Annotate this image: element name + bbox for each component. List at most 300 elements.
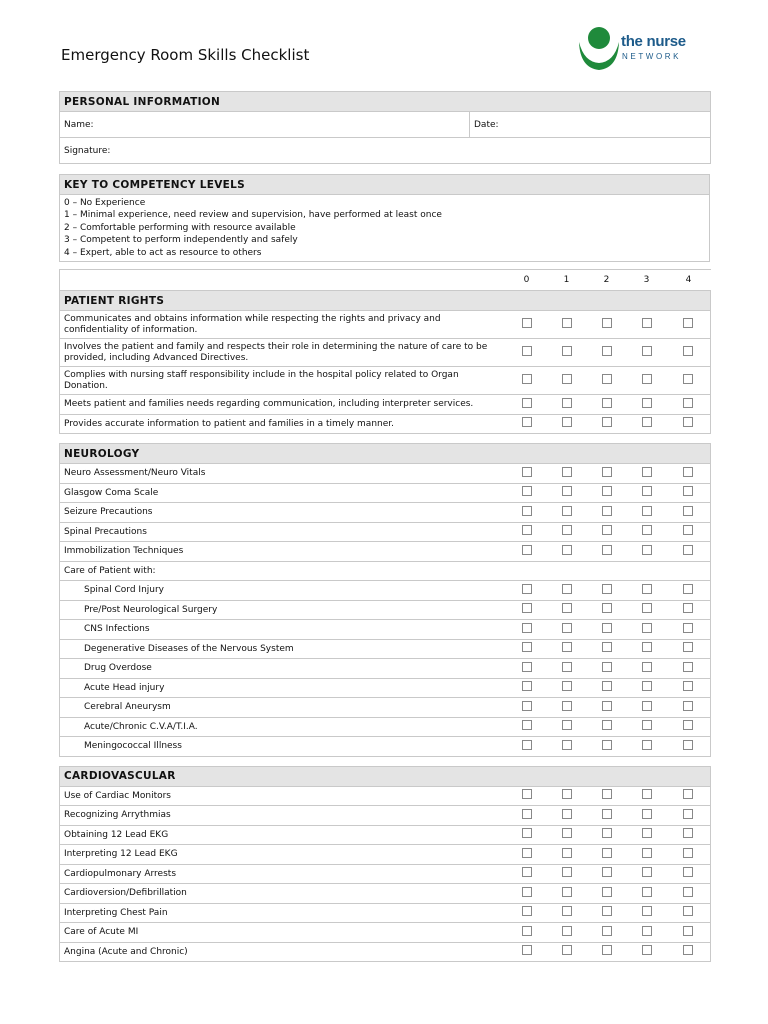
level-cell	[667, 367, 711, 395]
level-4-checkbox[interactable]	[683, 603, 693, 613]
level-0-checkbox[interactable]	[522, 848, 532, 858]
level-cell	[507, 717, 547, 737]
level-2-checkbox[interactable]	[602, 848, 612, 858]
level-0-checkbox[interactable]	[522, 525, 532, 535]
name-label: Name:	[64, 119, 94, 130]
level-3-checkbox[interactable]	[642, 701, 652, 711]
level-4-checkbox[interactable]	[683, 398, 693, 408]
level-cell	[667, 659, 711, 679]
level-3-checkbox[interactable]	[642, 720, 652, 730]
level-cell	[667, 600, 711, 620]
level-3-checkbox[interactable]	[642, 346, 652, 356]
level-cell	[627, 395, 667, 415]
level-cell	[547, 698, 587, 718]
level-1-checkbox[interactable]	[562, 887, 572, 897]
level-cell	[507, 339, 547, 367]
level-cell	[627, 923, 667, 943]
level-cell	[507, 367, 547, 395]
level-cell	[587, 942, 627, 962]
level-cell	[667, 678, 711, 698]
level-cell	[547, 339, 587, 367]
level-2-checkbox[interactable]	[602, 945, 612, 955]
checklist-row	[60, 639, 711, 659]
level-3-checkbox[interactable]	[642, 545, 652, 555]
level-2-checkbox[interactable]	[602, 417, 612, 427]
level-1-checkbox[interactable]	[562, 720, 572, 730]
level-cell	[667, 542, 711, 562]
level-2-checkbox[interactable]	[602, 809, 612, 819]
checklist-row	[60, 395, 711, 415]
level-1-checkbox[interactable]	[562, 545, 572, 555]
level-cell	[507, 923, 547, 943]
level-0-checkbox[interactable]	[522, 398, 532, 408]
level-cell	[507, 620, 547, 640]
level-0-checkbox[interactable]	[522, 828, 532, 838]
level-0-checkbox[interactable]	[522, 346, 532, 356]
level-2-checkbox[interactable]	[602, 398, 612, 408]
level-0-checkbox[interactable]	[522, 945, 532, 955]
skill-label: Interpreting Chest Pain	[60, 903, 507, 923]
level-cell	[507, 884, 547, 904]
logo-text-primary: the nurse	[621, 33, 686, 50]
level-3-checkbox[interactable]	[642, 642, 652, 652]
level-cell	[547, 464, 587, 484]
level-3-checkbox[interactable]	[642, 681, 652, 691]
level-cell	[507, 542, 547, 562]
level-cell	[547, 678, 587, 698]
level-0-checkbox[interactable]	[522, 545, 532, 555]
level-3-checkbox[interactable]	[642, 525, 652, 535]
level-4-checkbox[interactable]	[683, 740, 693, 750]
level-4-checkbox[interactable]	[683, 945, 693, 955]
level-cell	[507, 698, 547, 718]
level-3-checkbox[interactable]	[642, 945, 652, 955]
level-cell	[627, 806, 667, 826]
level-cell	[627, 884, 667, 904]
level-cell	[507, 737, 547, 757]
level-cell	[507, 522, 547, 542]
level-cell	[587, 503, 627, 523]
level-cell	[667, 698, 711, 718]
checklist-row	[60, 903, 711, 923]
level-1-checkbox[interactable]	[562, 318, 572, 328]
level-cell	[507, 395, 547, 415]
level-2-checkbox[interactable]	[602, 623, 612, 633]
level-cell	[587, 339, 627, 367]
level-cell	[587, 698, 627, 718]
level-4-checkbox[interactable]	[683, 417, 693, 427]
level-cell	[627, 903, 667, 923]
level-cell	[627, 542, 667, 562]
level-4-checkbox[interactable]	[683, 486, 693, 496]
level-cell	[587, 600, 627, 620]
level-2-checkbox[interactable]	[602, 926, 612, 936]
level-2-checkbox[interactable]	[602, 642, 612, 652]
level-4-checkbox[interactable]	[683, 318, 693, 328]
date-field[interactable]	[470, 112, 711, 138]
level-cell	[587, 678, 627, 698]
level-cell	[547, 806, 587, 826]
level-cell	[667, 942, 711, 962]
level-2-checkbox[interactable]	[602, 681, 612, 691]
level-3-checkbox[interactable]	[642, 584, 652, 594]
level-0-checkbox[interactable]	[522, 740, 532, 750]
level-cell	[547, 659, 587, 679]
level-cell	[547, 717, 587, 737]
level-cell	[667, 825, 711, 845]
level-cell	[627, 698, 667, 718]
level-cell	[667, 483, 711, 503]
skill-label: Interpreting 12 Lead EKG	[60, 845, 507, 865]
section-spacer	[60, 434, 711, 444]
skill-label: Cerebral Aneurysm	[60, 698, 507, 718]
level-3-checkbox[interactable]	[642, 848, 652, 858]
level-cell	[587, 522, 627, 542]
level-3-checkbox[interactable]	[642, 809, 652, 819]
skill-label: Spinal Precautions	[60, 522, 507, 542]
level-cell	[547, 864, 587, 884]
level-cell	[627, 483, 667, 503]
level-1-checkbox[interactable]	[562, 584, 572, 594]
level-3-checkbox[interactable]	[642, 623, 652, 633]
level-3-checkbox[interactable]	[642, 467, 652, 477]
level-3-checkbox[interactable]	[642, 867, 652, 877]
level-cell	[627, 464, 667, 484]
level-0-checkbox[interactable]	[522, 662, 532, 672]
level-0-checkbox[interactable]	[522, 374, 532, 384]
level-cell	[667, 339, 711, 367]
level-4-checkbox[interactable]	[683, 906, 693, 916]
level-0-checkbox[interactable]	[522, 417, 532, 427]
level-2-checkbox[interactable]	[602, 506, 612, 516]
level-cell	[507, 581, 547, 601]
checklist-row	[60, 737, 711, 757]
checklist-row	[60, 311, 711, 339]
level-1-checkbox[interactable]	[562, 662, 572, 672]
level-4-checkbox[interactable]	[683, 867, 693, 877]
level-cell	[507, 600, 547, 620]
level-0-checkbox[interactable]	[522, 318, 532, 328]
level-cell	[627, 678, 667, 698]
level-0-checkbox[interactable]	[522, 603, 532, 613]
level-1-checkbox[interactable]	[562, 506, 572, 516]
level-cell	[507, 483, 547, 503]
level-2-checkbox[interactable]	[602, 467, 612, 477]
level-4-checkbox[interactable]	[683, 525, 693, 535]
level-2-checkbox[interactable]	[602, 584, 612, 594]
level-1-checkbox[interactable]	[562, 398, 572, 408]
level-cell	[507, 942, 547, 962]
level-1-checkbox[interactable]	[562, 867, 572, 877]
signature-field[interactable]	[60, 138, 711, 164]
level-3-checkbox[interactable]	[642, 417, 652, 427]
level-header-1: 1	[547, 270, 587, 291]
level-3-checkbox[interactable]	[642, 506, 652, 516]
level-cell	[627, 414, 667, 434]
level-cell	[667, 414, 711, 434]
level-1-checkbox[interactable]	[562, 926, 572, 936]
level-2-checkbox[interactable]	[602, 720, 612, 730]
level-cell	[587, 903, 627, 923]
level-cell	[587, 367, 627, 395]
level-0-checkbox[interactable]	[522, 467, 532, 477]
level-1-checkbox[interactable]	[562, 486, 572, 496]
level-2-checkbox[interactable]	[602, 887, 612, 897]
level-3-checkbox[interactable]	[642, 906, 652, 916]
level-2-checkbox[interactable]	[602, 701, 612, 711]
level-1-checkbox[interactable]	[562, 681, 572, 691]
level-cell	[587, 717, 627, 737]
level-cell	[627, 311, 667, 339]
checklist-row	[60, 659, 711, 679]
level-3-checkbox[interactable]	[642, 926, 652, 936]
level-cell	[587, 864, 627, 884]
level-1-checkbox[interactable]	[562, 642, 572, 652]
level-2-checkbox[interactable]	[602, 603, 612, 613]
level-cell	[507, 786, 547, 806]
skill-label: Immobilization Techniques	[60, 542, 507, 562]
skill-label: Recognizing Arrythmias	[60, 806, 507, 826]
checklist-row	[60, 786, 711, 806]
level-cell	[587, 414, 627, 434]
level-2-checkbox[interactable]	[602, 318, 612, 328]
level-cell	[627, 620, 667, 640]
key-line: 1 – Minimal experience, need review and supervision, have performed at least once	[64, 210, 442, 221]
level-4-checkbox[interactable]	[683, 623, 693, 633]
level-cell	[507, 561, 547, 581]
level-cell	[667, 311, 711, 339]
level-cell	[667, 561, 711, 581]
level-0-checkbox[interactable]	[522, 720, 532, 730]
level-cell	[627, 786, 667, 806]
level-0-checkbox[interactable]	[522, 486, 532, 496]
level-3-checkbox[interactable]	[642, 318, 652, 328]
level-1-checkbox[interactable]	[562, 417, 572, 427]
level-cell	[507, 825, 547, 845]
spacer-cell	[60, 756, 711, 766]
level-4-checkbox[interactable]	[683, 346, 693, 356]
level-cell	[547, 581, 587, 601]
level-0-checkbox[interactable]	[522, 623, 532, 633]
level-4-checkbox[interactable]	[683, 545, 693, 555]
level-cell	[627, 942, 667, 962]
level-2-checkbox[interactable]	[602, 346, 612, 356]
level-header-row	[60, 270, 711, 291]
level-2-checkbox[interactable]	[602, 525, 612, 535]
level-cell	[587, 561, 627, 581]
skill-label: Spinal Cord Injury	[60, 581, 507, 601]
level-cell	[627, 845, 667, 865]
level-cell	[507, 903, 547, 923]
level-1-checkbox[interactable]	[562, 623, 572, 633]
company-logo	[576, 24, 686, 74]
level-cell	[507, 311, 547, 339]
checklist-row	[60, 923, 711, 943]
level-1-checkbox[interactable]	[562, 346, 572, 356]
level-4-checkbox[interactable]	[683, 720, 693, 730]
level-1-checkbox[interactable]	[562, 848, 572, 858]
level-2-checkbox[interactable]	[602, 662, 612, 672]
level-0-checkbox[interactable]	[522, 642, 532, 652]
checklist-row	[60, 561, 711, 581]
level-4-checkbox[interactable]	[683, 681, 693, 691]
level-header-3: 3	[627, 270, 667, 291]
skill-label: Degenerative Diseases of the Nervous System	[60, 639, 507, 659]
level-1-checkbox[interactable]	[562, 906, 572, 916]
level-1-checkbox[interactable]	[562, 789, 572, 799]
level-0-checkbox[interactable]	[522, 701, 532, 711]
level-4-checkbox[interactable]	[683, 887, 693, 897]
level-0-checkbox[interactable]	[522, 584, 532, 594]
level-cell	[507, 639, 547, 659]
level-4-checkbox[interactable]	[683, 467, 693, 477]
level-cell	[587, 311, 627, 339]
level-cell	[627, 717, 667, 737]
level-4-checkbox[interactable]	[683, 642, 693, 652]
level-2-checkbox[interactable]	[602, 867, 612, 877]
level-1-checkbox[interactable]	[562, 374, 572, 384]
skill-label: Acute/Chronic C.V.A/T.I.A.	[60, 717, 507, 737]
level-header-2: 2	[587, 270, 627, 291]
level-0-checkbox[interactable]	[522, 867, 532, 877]
skill-label: Use of Cardiac Monitors	[60, 786, 507, 806]
skill-label: Cardiopulmonary Arrests	[60, 864, 507, 884]
level-1-checkbox[interactable]	[562, 701, 572, 711]
level-2-checkbox[interactable]	[602, 828, 612, 838]
level-cell	[667, 786, 711, 806]
skill-label: Involves the patient and family and respects their role in determining the nature of care to be provided, including Advanced Directives.	[60, 339, 507, 367]
level-cell	[627, 561, 667, 581]
level-2-checkbox[interactable]	[602, 740, 612, 750]
checklist-row	[60, 717, 711, 737]
level-2-checkbox[interactable]	[602, 906, 612, 916]
skills-checklist-table	[59, 269, 711, 962]
level-3-checkbox[interactable]	[642, 789, 652, 799]
level-1-checkbox[interactable]	[562, 945, 572, 955]
level-2-checkbox[interactable]	[602, 486, 612, 496]
checklist-row	[60, 806, 711, 826]
level-cell	[547, 903, 587, 923]
level-cell	[627, 367, 667, 395]
level-cell	[627, 600, 667, 620]
level-cell	[627, 339, 667, 367]
level-cell	[667, 620, 711, 640]
level-4-checkbox[interactable]	[683, 506, 693, 516]
level-1-checkbox[interactable]	[562, 525, 572, 535]
level-4-checkbox[interactable]	[683, 828, 693, 838]
level-cell	[547, 845, 587, 865]
level-cell	[627, 659, 667, 679]
section-heading-row	[60, 444, 711, 464]
level-cell	[507, 503, 547, 523]
level-cell	[667, 581, 711, 601]
level-3-checkbox[interactable]	[642, 887, 652, 897]
level-cell	[627, 825, 667, 845]
level-0-checkbox[interactable]	[522, 906, 532, 916]
level-0-checkbox[interactable]	[522, 789, 532, 799]
level-4-checkbox[interactable]	[683, 789, 693, 799]
level-cell	[667, 884, 711, 904]
skill-label: Drug Overdose	[60, 659, 507, 679]
level-header-0: 0	[507, 270, 547, 291]
checklist-row	[60, 414, 711, 434]
checklist-row	[60, 522, 711, 542]
checklist-row	[60, 698, 711, 718]
level-header-4: 4	[667, 270, 711, 291]
level-cell	[547, 786, 587, 806]
level-0-checkbox[interactable]	[522, 809, 532, 819]
checklist-row	[60, 620, 711, 640]
level-4-checkbox[interactable]	[683, 848, 693, 858]
level-cell	[547, 923, 587, 943]
level-0-checkbox[interactable]	[522, 926, 532, 936]
level-4-checkbox[interactable]	[683, 374, 693, 384]
level-cell	[667, 522, 711, 542]
level-cell	[667, 639, 711, 659]
level-cell	[547, 825, 587, 845]
level-0-checkbox[interactable]	[522, 681, 532, 691]
level-4-checkbox[interactable]	[683, 809, 693, 819]
logo-text-secondary: NETWORK	[622, 52, 682, 61]
level-3-checkbox[interactable]	[642, 603, 652, 613]
level-3-checkbox[interactable]	[642, 662, 652, 672]
competency-key-list	[60, 195, 710, 262]
level-4-checkbox[interactable]	[683, 926, 693, 936]
checklist-row	[60, 825, 711, 845]
checklist-row	[60, 367, 711, 395]
checklist-row	[60, 483, 711, 503]
level-1-checkbox[interactable]	[562, 603, 572, 613]
level-cell	[667, 923, 711, 943]
checklist-row	[60, 864, 711, 884]
section-heading: NEUROLOGY	[60, 444, 711, 464]
level-cell	[587, 581, 627, 601]
level-cell	[547, 367, 587, 395]
name-field[interactable]	[60, 112, 470, 138]
level-3-checkbox[interactable]	[642, 398, 652, 408]
level-1-checkbox[interactable]	[562, 740, 572, 750]
level-2-checkbox[interactable]	[602, 789, 612, 799]
level-cell	[667, 864, 711, 884]
level-3-checkbox[interactable]	[642, 374, 652, 384]
date-label: Date:	[474, 119, 499, 130]
level-4-checkbox[interactable]	[683, 701, 693, 711]
level-cell	[507, 806, 547, 826]
level-2-checkbox[interactable]	[602, 374, 612, 384]
level-cell	[507, 845, 547, 865]
skill-label: Angina (Acute and Chronic)	[60, 942, 507, 962]
level-cell	[547, 542, 587, 562]
level-1-checkbox[interactable]	[562, 828, 572, 838]
level-cell	[547, 620, 587, 640]
level-cell	[547, 522, 587, 542]
level-0-checkbox[interactable]	[522, 506, 532, 516]
level-4-checkbox[interactable]	[683, 662, 693, 672]
level-1-checkbox[interactable]	[562, 467, 572, 477]
level-cell	[587, 395, 627, 415]
level-4-checkbox[interactable]	[683, 584, 693, 594]
level-cell	[587, 806, 627, 826]
level-1-checkbox[interactable]	[562, 809, 572, 819]
level-3-checkbox[interactable]	[642, 828, 652, 838]
skill-label: Communicates and obtains information while respecting the rights and privacy and confidentiality of information.	[60, 311, 507, 339]
level-2-checkbox[interactable]	[602, 545, 612, 555]
skill-label: Seizure Precautions	[60, 503, 507, 523]
level-3-checkbox[interactable]	[642, 486, 652, 496]
level-0-checkbox[interactable]	[522, 887, 532, 897]
level-cell	[627, 581, 667, 601]
level-3-checkbox[interactable]	[642, 740, 652, 750]
